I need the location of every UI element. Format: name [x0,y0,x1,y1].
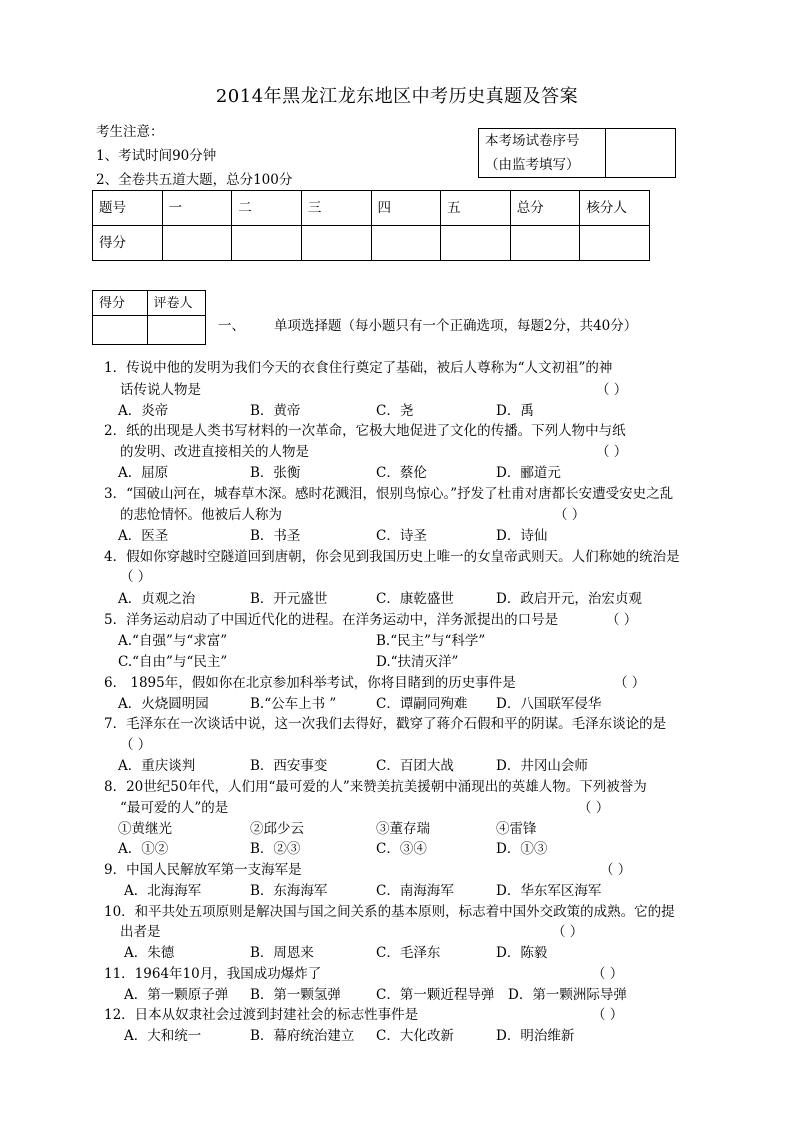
notice-item: 1、考试时间90分钟 [96,148,217,164]
option-d[interactable]: D．郦道元 [496,465,561,481]
question-1-cont: 话传说人物是 [120,382,201,398]
question-3-cont: 的悲怆情怀。他被后人称为 [120,507,282,523]
option-c[interactable]: C．大化改新 [376,1028,454,1044]
question-12: 12．日本从奴隶社会过渡到封建社会的标志性事件是 [104,1007,419,1023]
score-header: 四 [371,191,441,226]
score-cell[interactable] [301,226,371,261]
score-cell[interactable] [510,226,580,261]
option-c[interactable]: C．毛泽东 [376,945,441,961]
page-title: 2014年黑龙江龙东地区中考历史真题及答案 [215,86,579,107]
score-table [92,190,650,261]
option-c[interactable]: C．诗圣 [376,528,427,544]
answer-paren[interactable]: （ ） [592,1007,624,1023]
score-header: 一 [162,191,232,226]
score-cell[interactable] [371,226,441,261]
question-2-cont: 的发明、改进直接相关的人物是 [120,444,309,460]
section-title: 单项选择题（每小题只有一个正确选项，每题2分，共40分） [274,318,638,334]
grader-table [92,290,206,345]
answer-paren[interactable]: （ ） [120,569,152,585]
question-9: 9．中国人民解放军第一支海军是 [104,862,302,878]
option-a[interactable]: A．大和统一 [124,1028,202,1044]
option-c[interactable]: C．康乾盛世 [376,591,454,607]
answer-paren[interactable]: （ ） [592,966,624,982]
question-7: 7．毛泽东在一次谈话中说，这一次我们去得好，戳穿了蒋介石假和平的阴谋。毛泽东谈论的是 [104,716,667,732]
option-c[interactable]: C．南海海军 [376,883,454,899]
option-b[interactable]: B．西安事变 [250,758,328,774]
option-b[interactable]: B．书圣 [250,528,301,544]
score-row-label: 得分 [93,226,163,261]
question-11: 11．1964年10月，我国成功爆炸了 [104,966,322,982]
score-cell[interactable] [580,226,650,261]
option-b[interactable]: B．东海海军 [250,883,328,899]
option-d[interactable]: D．政启开元，治宏贞观 [496,591,642,607]
notice-item: 2、全卷共五道大题，总分100分 [96,172,293,188]
option-c[interactable]: C．百团大战 [376,758,454,774]
option-b[interactable]: B．张衡 [250,465,301,481]
question-8: 8．20世纪50年代，人们用“最可爱的人”来赞美抗美援朝中涌现出的英雄人物。下列被誉为 [104,779,647,795]
grader-score-cell[interactable] [93,316,148,345]
option-a[interactable]: A．贞观之治 [118,591,196,607]
option-a[interactable]: A．朱德 [124,945,175,961]
option-b[interactable]: B．周恩来 [250,945,314,961]
question-3: 3．“国破山河在，城春草木深。感时花溅泪，恨别鸟惊心。”抒发了杜甫对唐都长安遭受安史之乱 [104,486,674,502]
option-a[interactable]: A．炎帝 [118,403,169,419]
option-d[interactable]: D．华东军区海军 [496,883,602,899]
score-header: 题号 [93,191,163,226]
score-cell[interactable] [232,226,302,261]
seat-number-box [478,128,676,178]
section-number: 一、 [218,318,245,334]
option-c[interactable]: C.“自由”与“民主” [118,654,228,670]
answer-paren[interactable]: （ ） [120,737,152,753]
section-heading [218,316,637,337]
answer-paren[interactable]: （ ） [596,444,628,460]
option-a[interactable]: A．医圣 [118,528,169,544]
option-b[interactable]: B.“公车上书 ” [250,696,337,712]
seat-label-note: （由监考填写） [479,153,606,178]
notice-heading: 考生注意： [96,124,164,140]
answer-paren[interactable]: （ ） [596,382,628,398]
option-c[interactable]: C．蔡伦 [376,465,427,481]
list-item: ③董存瑞 [376,821,430,837]
option-a[interactable]: A．第一颗原子弹 [124,987,229,1003]
question-1: 1．传说中他的发明为我们今天的衣食住行奠定了基础，被后人尊称为“人文初祖”的神 [104,360,613,376]
option-d[interactable]: D.“扶清灭洋” [376,654,459,670]
grader-name-cell[interactable] [147,316,205,345]
option-a[interactable]: A．①② [118,841,169,857]
option-d[interactable]: D．第一颗洲际导弹 [508,987,627,1003]
list-item: ④雷锋 [496,821,537,837]
option-d[interactable]: D．诗仙 [496,528,548,544]
option-c[interactable]: C．谭嗣同殉难 [376,696,468,712]
option-c[interactable]: C．尧 [376,403,414,419]
question-5: 5．洋务运动启动了中国近代化的进程。在洋务运动中，洋务派提出的口号是 [104,612,559,628]
question-6: 6． 1895年，假如你在北京参加科举考试，你将目睹到的历史事件是 [104,675,516,691]
option-d[interactable]: D．井冈山会师 [496,758,588,774]
question-8-cont: “最可爱的人”的是 [120,800,229,816]
option-c[interactable]: C．③④ [376,841,427,857]
option-b[interactable]: B．幕府统治建立 [250,1028,355,1044]
option-d[interactable]: D．①③ [496,841,548,857]
option-a[interactable]: A．北海海军 [124,883,202,899]
option-b[interactable]: B．②③ [250,841,301,857]
list-item: ②邱少云 [250,821,304,837]
option-d[interactable]: D．禹 [496,403,534,419]
question-4: 4．假如你穿越时空隧道回到唐朝，你会见到我国历史上唯一的女皇帝武则天。人们称她的统治是 [104,549,680,565]
question-2: 2．纸的出现是人类书写材料的一次革命，它极大地促进了文化的传播。下列人物中与纸 [104,423,626,439]
option-a[interactable]: A．火烧圆明园 [118,696,209,712]
score-header: 五 [441,191,511,226]
grader-score-label: 得分 [93,291,148,316]
option-b[interactable]: B．黄帝 [250,403,301,419]
answer-paren[interactable]: （ ） [554,507,586,523]
answer-paren[interactable]: （ ） [552,924,584,940]
option-a[interactable]: A.“自强”与“求富” [118,633,228,649]
answer-paren[interactable]: （ ） [600,862,632,878]
option-c[interactable]: C．第一颗近程导弹 [376,987,495,1003]
score-header: 三 [301,191,371,226]
score-header: 二 [232,191,302,226]
option-b[interactable]: B．开元盛世 [250,591,328,607]
list-item: ①黄继光 [118,821,172,837]
seat-label: 本考场试卷序号 [479,129,606,154]
option-d[interactable]: D．明治维新 [496,1028,575,1044]
grader-name-label: 评卷人 [147,291,205,316]
score-cell[interactable] [441,226,511,261]
option-a[interactable]: A．屈原 [118,465,169,481]
seat-number-cell[interactable] [606,129,676,178]
answer-paren[interactable]: （ ） [578,800,610,816]
option-d[interactable]: D．八国联军侵华 [496,696,602,712]
score-row [93,226,650,261]
score-header-row [93,191,650,226]
question-10: 10．和平共处五项原则是解决国与国之间关系的基本原则，标志着中国外交政策的成熟。它的提 [104,904,675,920]
option-b[interactable]: B．第一颗氢弹 [250,987,341,1003]
option-d[interactable]: D．陈毅 [496,945,548,961]
option-b[interactable]: B.“民主”与“科学” [376,633,486,649]
option-a[interactable]: A．重庆谈判 [118,758,196,774]
score-cell[interactable] [162,226,232,261]
question-10-cont: 出者是 [120,924,161,940]
answer-paren[interactable]: （ ） [606,612,638,628]
answer-paren[interactable]: （ ） [614,675,646,691]
score-header: 核分人 [580,191,650,226]
score-header: 总分 [510,191,580,226]
